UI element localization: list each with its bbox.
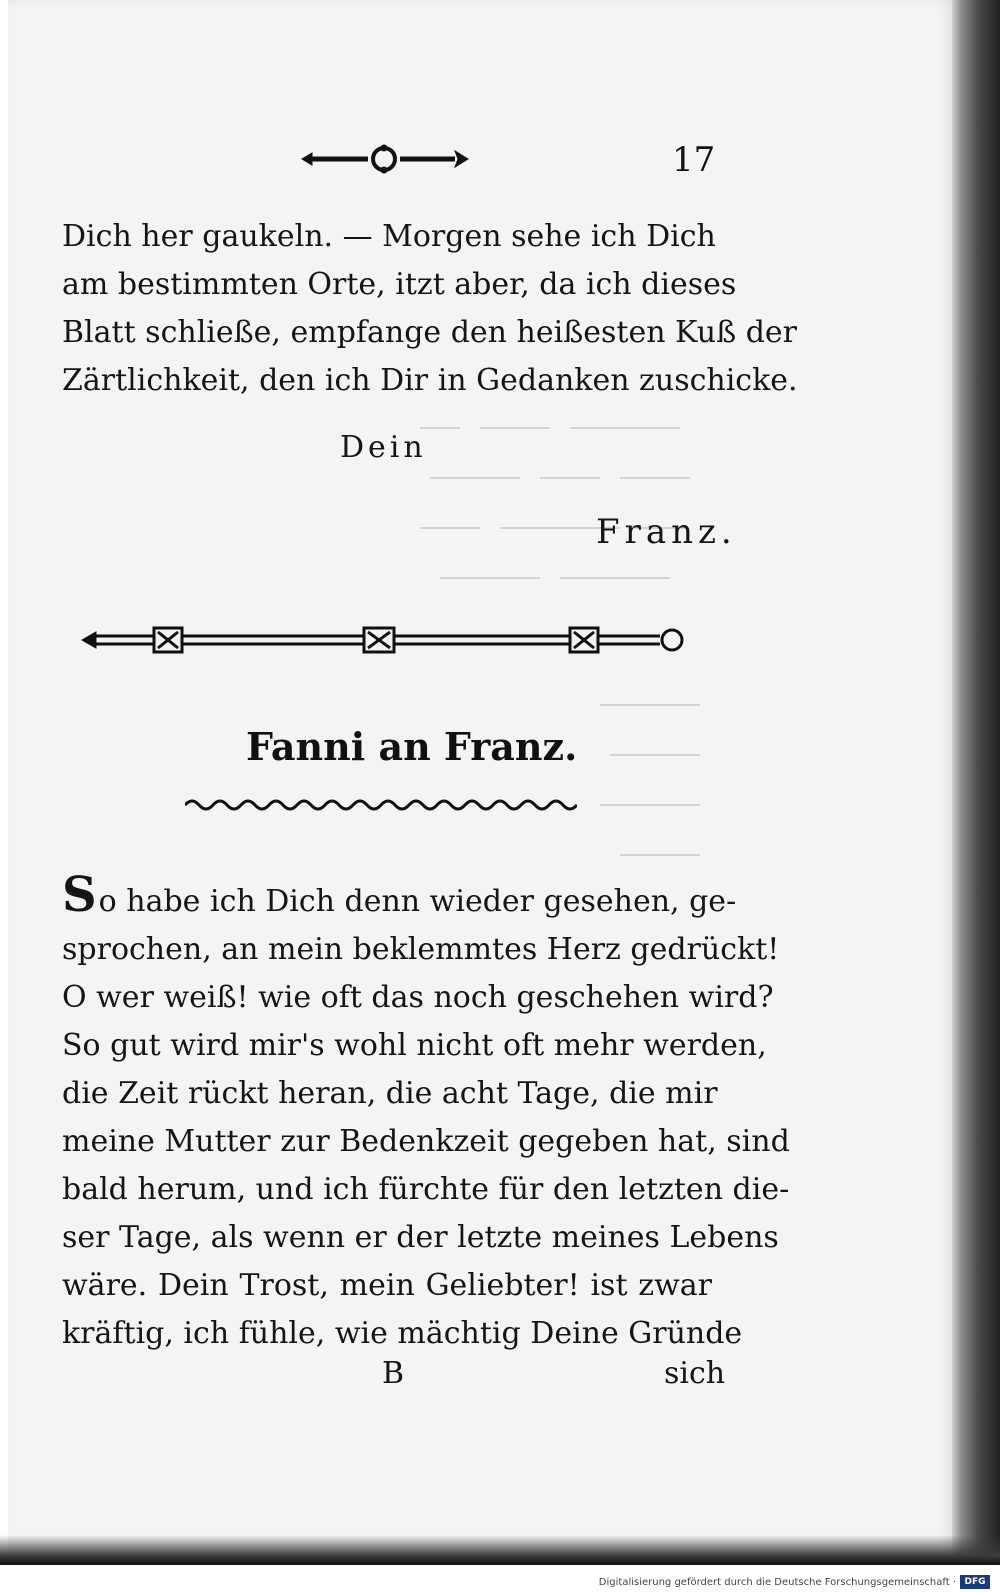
text-line: sprochen, an mein beklemmtes Herz gedrückt! [62, 932, 780, 967]
letter-ending-paragraph [62, 213, 798, 405]
text-line-first [62, 867, 737, 926]
section-divider-ornament [80, 620, 690, 664]
text-line: bald herum, und ich fürchte für den letzten die- [62, 1172, 790, 1207]
text-line: So gut wird mir's wohl nicht oft mehr werden, [62, 1028, 767, 1063]
text-line: Blatt schließe, empfange den heißesten Kuß der [62, 315, 797, 350]
header-ornament [300, 142, 470, 180]
closing-salutation: Dein [340, 430, 427, 465]
text-line: Zärtlichkeit, den ich Dir in Gedanken zuschicke. [62, 363, 798, 398]
dfg-logo: DFG [960, 1575, 990, 1589]
page-edge-shadow [952, 0, 1000, 1562]
text-line: wäre. Dein Trost, mein Geliebter! ist zwar [62, 1268, 712, 1303]
first-line-rest: o habe ich Dich denn wieder gesehen, ge- [98, 884, 737, 919]
text-line: O wer weiß! wie oft das noch geschehen wird? [62, 980, 774, 1015]
digitization-credit: Digitalisierung gefördert durch die Deutsche Forschungsgemeinschaft · [598, 1577, 956, 1588]
text-line: kräftig, ich fühle, wie mächtig Deine Gründe [62, 1316, 743, 1351]
wavy-rule [185, 796, 577, 818]
page-bottom-shadow [0, 1535, 1000, 1565]
drop-cap: S [62, 867, 97, 923]
letter-heading: Fanni an Franz. [246, 724, 578, 769]
text-line: meine Mutter zur Bedenkzeit gegeben hat, sind [62, 1124, 790, 1159]
catchword: sich [664, 1356, 726, 1391]
text-line: ser Tage, als wenn er der letzte meines Lebens [62, 1220, 779, 1255]
letter-body-paragraph [62, 867, 790, 1358]
signature-mark: B [382, 1356, 405, 1391]
page-number: 17 [672, 140, 716, 180]
text-line: Dich her gaukeln. — Morgen sehe ich Dich [62, 219, 716, 254]
text-line: die Zeit rückt heran, die acht Tage, die mir [62, 1076, 718, 1111]
text-line: am bestimmten Orte, itzt aber, da ich dieses [62, 267, 737, 302]
signature: Franz. [596, 512, 737, 552]
